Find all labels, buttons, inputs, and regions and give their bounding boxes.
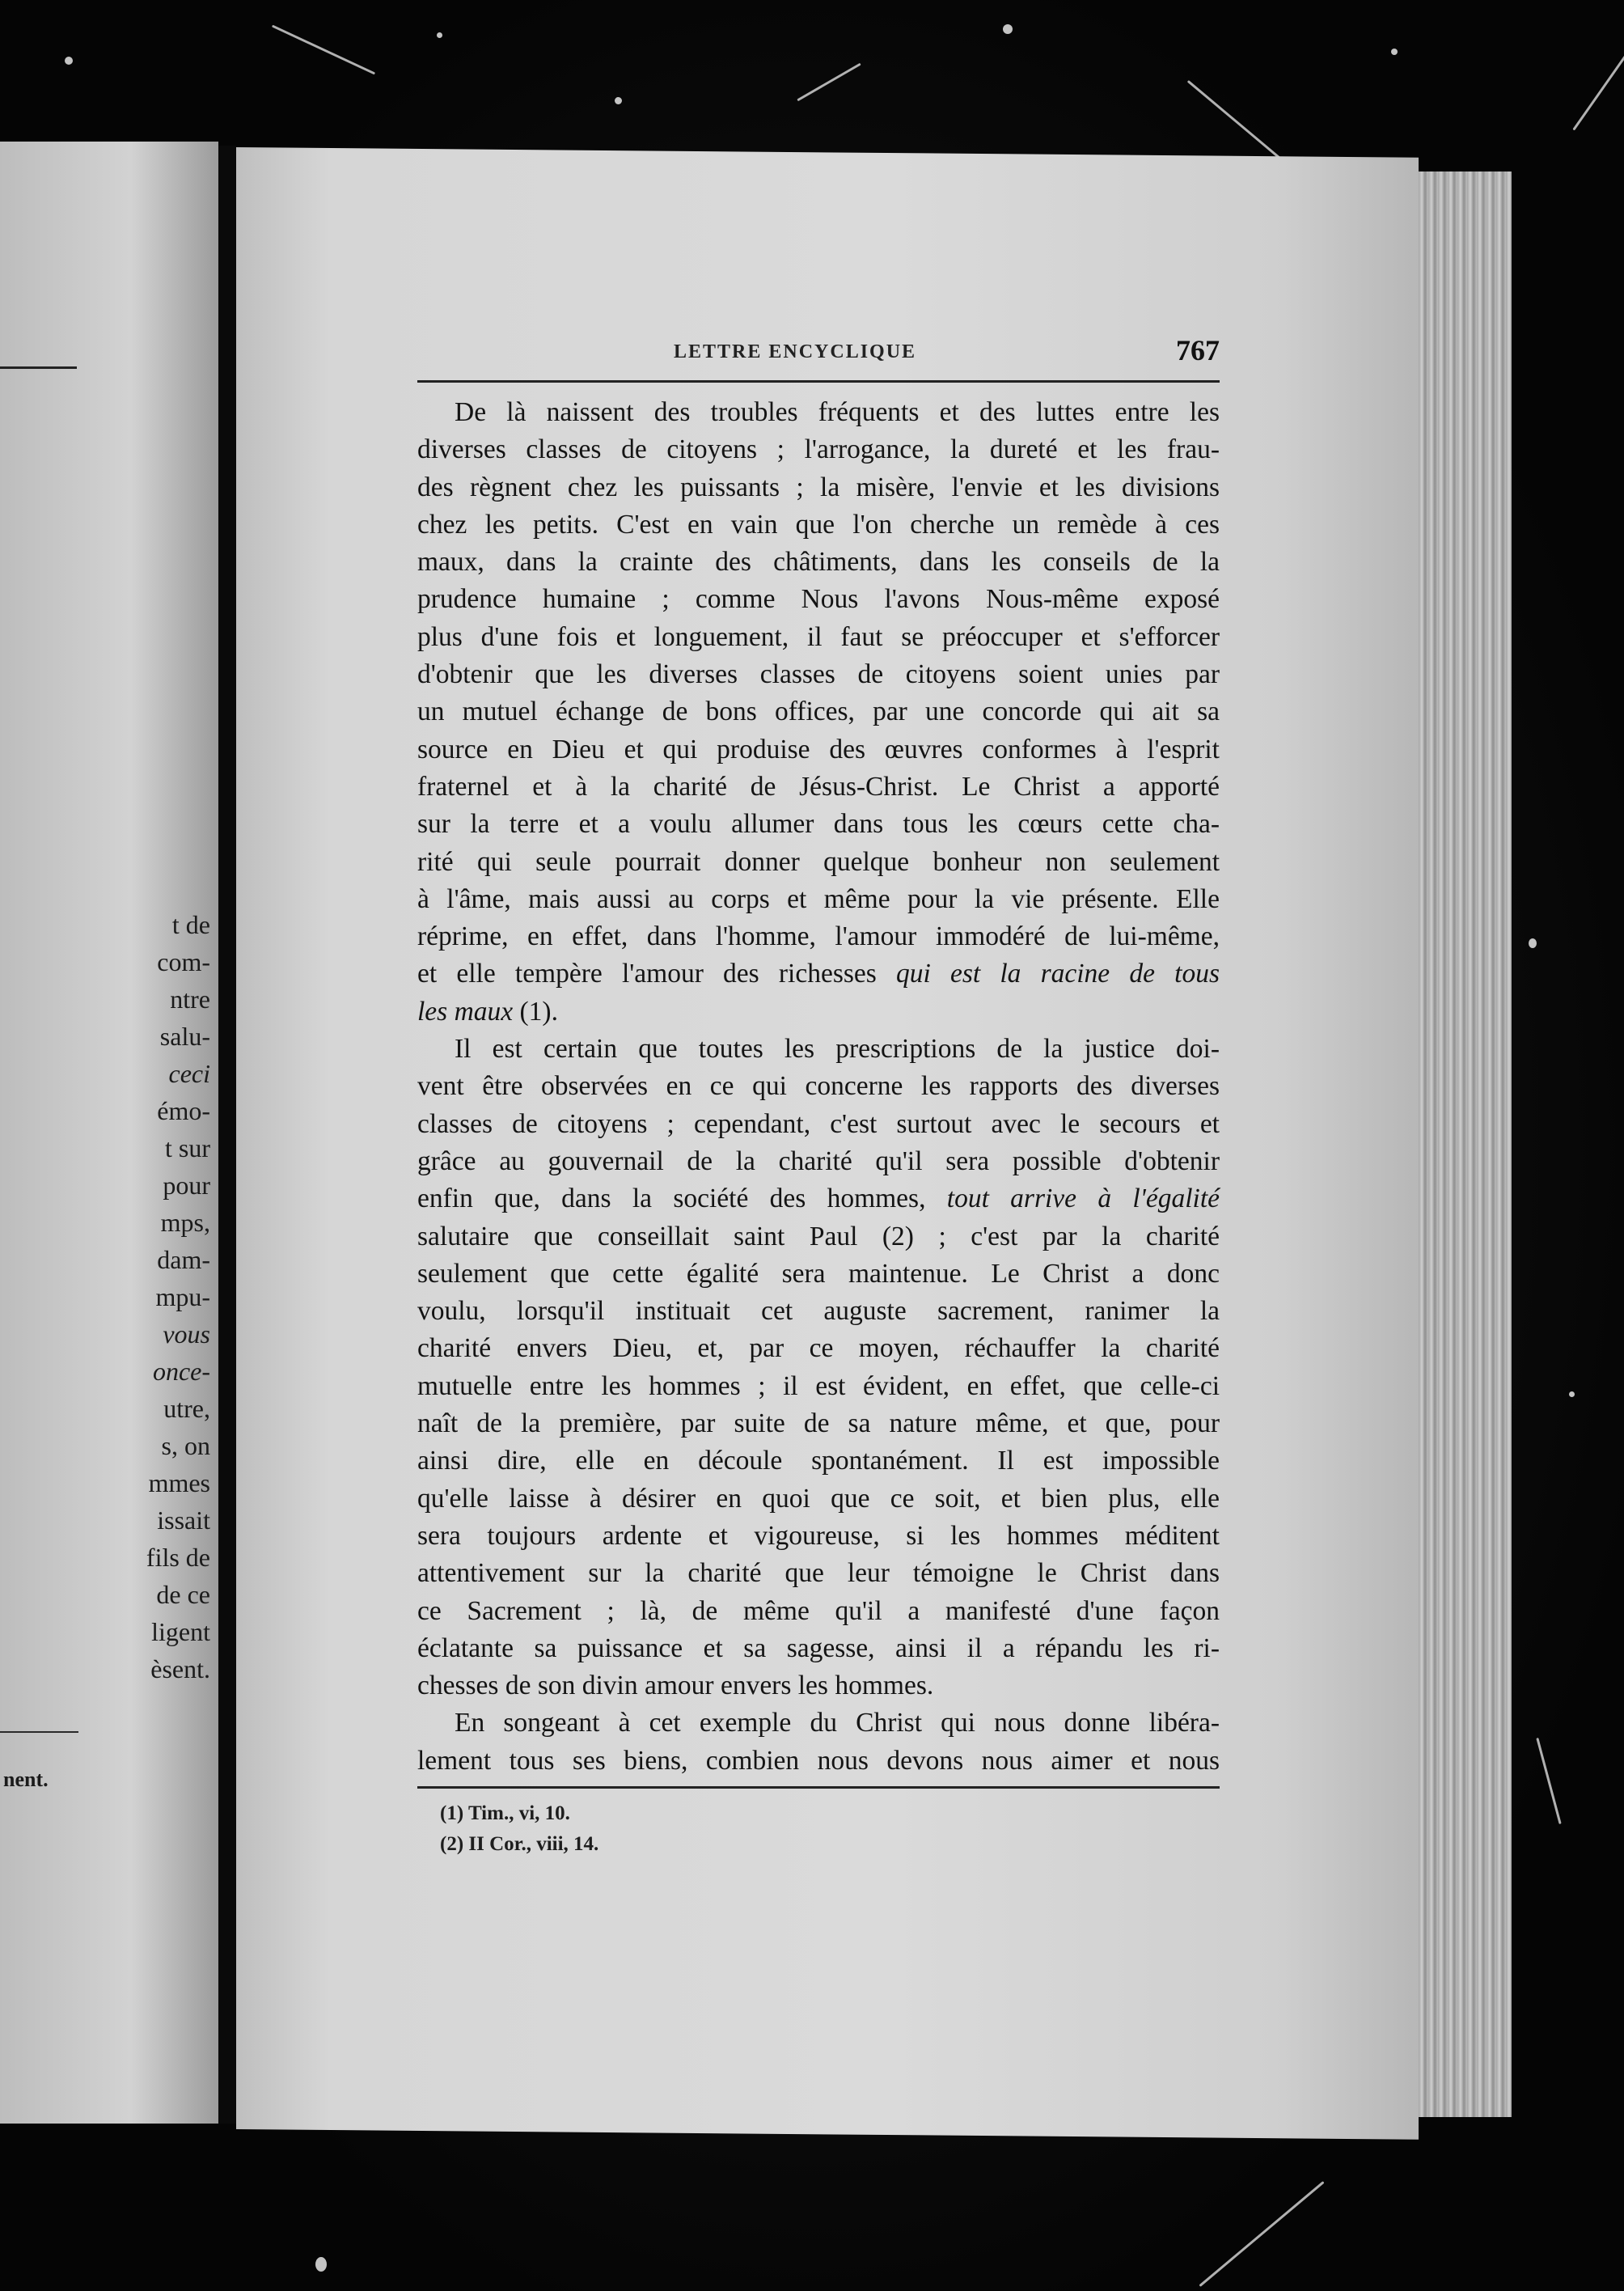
- text-line: diverses classes de citoyens ; l'arrogance, la dureté et les frau-: [417, 434, 1220, 465]
- page-edges: [1419, 172, 1512, 2117]
- footnote: (2) II Cor., viii, 14.: [440, 1832, 599, 1855]
- film-speck: [615, 97, 622, 104]
- text-line: vent être observées en ce qui concerne les rapports des diverses: [417, 1071, 1220, 1102]
- left-page-line: pour: [163, 1171, 210, 1200]
- text-line: maux, dans la crainte des châtiments, dans les conseils de la: [417, 547, 1220, 578]
- left-page-line: utre,: [163, 1394, 210, 1423]
- left-page-line: salu-: [159, 1022, 210, 1051]
- running-head-title: LETTRE ENCYCLIQUE: [674, 341, 917, 362]
- left-page-line: fils de: [146, 1543, 210, 1572]
- italic-phrase: tout arrive à l'égalité: [946, 1184, 1220, 1214]
- paragraph: [417, 1031, 1220, 1704]
- text-line: Il est certain que toutes les prescriptions de la justice doi-: [455, 1034, 1220, 1065]
- text-line: sera toujours ardente et vigoureuse, si les hommes méditent: [417, 1520, 1220, 1551]
- text-line: attentivement sur la charité que leur témoigne le Christ dans: [417, 1558, 1220, 1589]
- text-line: ce Sacrement ; là, de même qu'il a manifesté d'une façon: [417, 1595, 1220, 1626]
- text-line: d'obtenir que les diverses classes de citoyens soient unies par: [417, 659, 1220, 690]
- italic-phrase: les maux: [417, 996, 514, 1027]
- text-line: ainsi dire, elle en découle spontanément. Il est impossible: [417, 1446, 1220, 1476]
- right-page-content: [417, 332, 1220, 1860]
- left-page-line: ceci: [168, 1059, 210, 1088]
- book-gutter: [218, 146, 236, 2124]
- text-line: éclatante sa puissance et sa sagesse, ainsi il a répandu les ri-: [417, 1632, 1220, 1663]
- text-line: réprime, en effet, dans l'homme, l'amour immodéré de lui-même,: [417, 921, 1220, 952]
- left-page-line: émo-: [157, 1096, 210, 1125]
- paragraph: [417, 1704, 1220, 1780]
- text-line: lement tous ses biens, combien nous devons nous aimer et nous: [417, 1745, 1220, 1776]
- text-line: qu'elle laisse à désirer en quoi que ce soit, et bien plus, elle: [417, 1483, 1220, 1514]
- left-page-line: ligent: [151, 1617, 210, 1646]
- text-line: un mutuel échange de bons offices, par une concorde qui ait sa: [417, 697, 1220, 727]
- film-speck: [437, 32, 442, 38]
- header-rule: [417, 380, 1220, 383]
- text-line: fraternel et à la charité de Jésus-Christ. Le Christ a apporté: [417, 771, 1220, 802]
- film-speck: [1003, 24, 1013, 34]
- text-line: à l'âme, mais aussi au corps et même pour la vie présente. Elle: [417, 883, 1220, 914]
- text-line: des règnent chez les puissants ; la misère, l'envie et les divisions: [417, 472, 1220, 502]
- text-line: rité qui seule pourrait donner quelque bonheur non seulement: [417, 846, 1220, 877]
- left-page-line: èsent.: [150, 1654, 210, 1683]
- text-line: chez les petits. C'est en vain que l'on cherche un remède à ces: [417, 509, 1220, 540]
- text-line: De là naissent des troubles fréquents et des luttes entre les: [455, 397, 1220, 427]
- left-page-fragment: [0, 142, 218, 2124]
- footnote-rule: [417, 1786, 1220, 1789]
- left-page-line: com-: [157, 947, 210, 976]
- left-page-line: mmes: [148, 1468, 210, 1497]
- left-page-rule: [0, 366, 77, 369]
- text-line: classes de citoyens ; cependant, c'est surtout avec le secours et: [417, 1108, 1220, 1139]
- text-line: prudence humaine ; comme Nous l'avons Nous-même exposé: [417, 584, 1220, 615]
- text-line: seulement que cette égalité sera maintenue. Le Christ a donc: [417, 1258, 1220, 1289]
- left-page-line: mps,: [160, 1208, 210, 1237]
- film-speck: [1391, 49, 1398, 55]
- text-line: voulu, lorsqu'il instituait cet auguste sacrement, ranimer la: [417, 1296, 1220, 1327]
- left-page-line: mpu-: [155, 1282, 210, 1311]
- text-line: enfin que, dans la société des hommes, tout arrive à l'égalité: [417, 1184, 1220, 1214]
- film-speck: [65, 57, 73, 65]
- left-page-line: s, on: [161, 1431, 210, 1460]
- text-line: et elle tempère l'amour des richesses qui est la racine de tous: [417, 959, 1220, 989]
- left-page-footnote: nent.: [3, 1768, 49, 1791]
- text-line: salutaire que conseillait saint Paul (2) ; c'est par la charité: [417, 1221, 1220, 1251]
- left-page-line: vous: [163, 1319, 210, 1349]
- left-page-line: de ce: [156, 1580, 210, 1609]
- left-page-line: ntre: [170, 985, 210, 1014]
- left-page-line: t sur: [165, 1133, 210, 1162]
- text-line: source en Dieu et qui produise des œuvres conformes à l'esprit: [417, 734, 1220, 764]
- text-line: sur la terre et a voulu allumer dans tous les cœurs cette cha-: [417, 809, 1220, 840]
- text-line: chesses de son divin amour envers les hommes.: [417, 1671, 934, 1701]
- left-page-line: issait: [157, 1505, 210, 1535]
- left-page-line: once-: [152, 1357, 210, 1386]
- text-line: En songeant à cet exemple du Christ qui nous donne libéra-: [455, 1708, 1220, 1738]
- left-page-line: dam-: [157, 1245, 210, 1274]
- text-line: grâce au gouvernail de la charité qu'il sera possible d'obtenir: [417, 1146, 1220, 1176]
- page-number: 767: [1176, 334, 1220, 366]
- film-speck: [1529, 938, 1537, 948]
- film-speck: [315, 2257, 327, 2272]
- film-speck: [1569, 1391, 1575, 1397]
- footnote: (1) Tim., vi, 10.: [440, 1802, 570, 1824]
- text-line: les maux (1).: [417, 996, 558, 1027]
- left-page-line: t de: [171, 910, 210, 939]
- italic-phrase: qui est la racine de tous: [895, 959, 1220, 989]
- paragraph: [417, 394, 1220, 1031]
- left-page-footnote-rule: [0, 1731, 78, 1733]
- text-line: plus d'une fois et longuement, il faut se préoccuper et s'efforcer: [417, 621, 1220, 652]
- running-head: [417, 332, 1220, 380]
- text-line: naît de la première, par suite de sa nature même, et que, pour: [417, 1408, 1220, 1439]
- text-line: mutuelle entre les hommes ; il est évident, en effet, que celle-ci: [417, 1370, 1220, 1401]
- text-line: charité envers Dieu, et, par ce moyen, réchauffer la charité: [417, 1333, 1220, 1364]
